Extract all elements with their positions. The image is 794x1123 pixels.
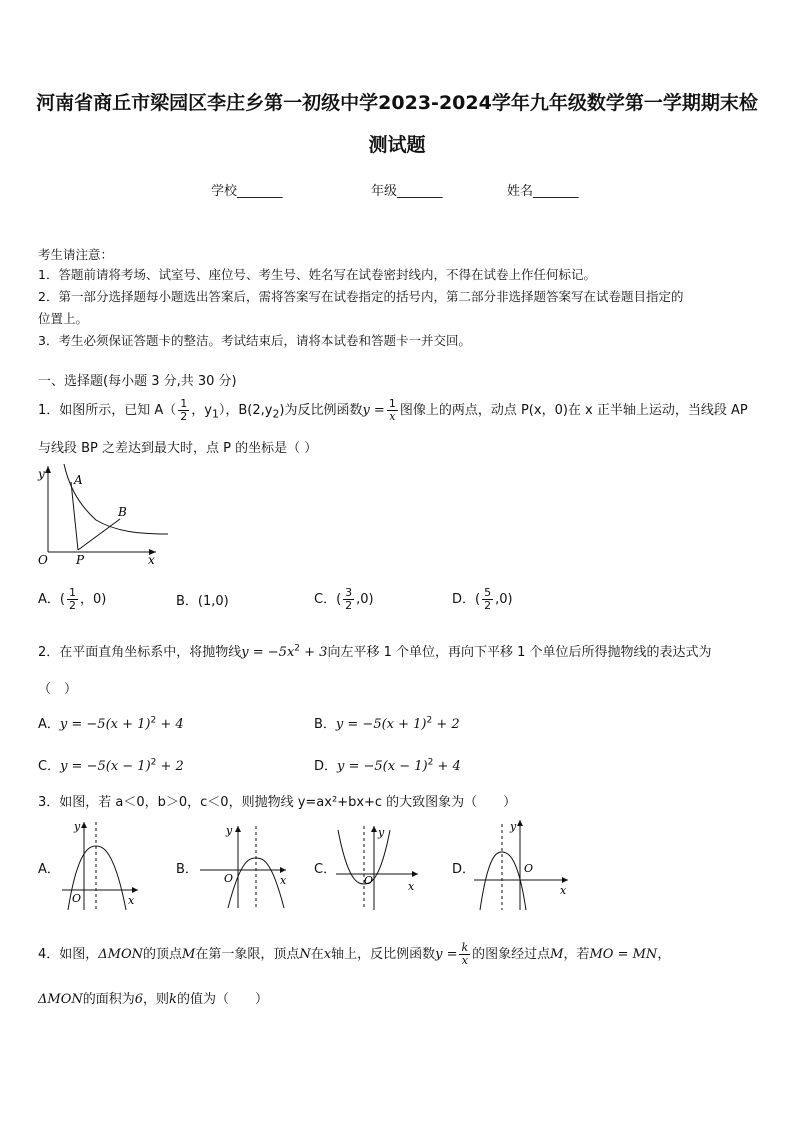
q3-option-b-label[interactable]: B． xyxy=(176,862,198,877)
section-heading: 一、选择题(每小题 3 分,共 30 分) xyxy=(38,374,237,389)
q3-option-c-graph[interactable] xyxy=(334,822,422,912)
fig-label-a: A xyxy=(74,473,83,487)
fraction: $\frac{1}{2}$ xyxy=(68,586,76,612)
q3-option-b-graph[interactable] xyxy=(198,822,290,910)
q3-option-d-graph[interactable] xyxy=(472,816,572,912)
fig-label-o: O xyxy=(38,553,48,567)
svg-text:O: O xyxy=(72,892,82,905)
question-1-line-1: 1．如图所示，已知 A（ $\frac{1}{2}$ ，$y_1$），$B(2,y_2)$为反比例函数y = $\frac{1}{x}$ 图像上的两点，动点 P(x，0)在 x 正半轴上运动，当线段 AP xyxy=(38,397,748,423)
fraction: $\frac{k}{x}$ xyxy=(461,941,469,967)
q3-option-a-label[interactable]: A． xyxy=(38,862,60,877)
q2-option-a[interactable]: A．$y = -5(x + 1)^2 + 4$ xyxy=(38,715,184,732)
q3-option-a-graph[interactable] xyxy=(60,818,142,913)
q3-option-d-label[interactable]: D． xyxy=(452,862,476,877)
note-item: 3．考生必须保证答题卡的整洁。考试结束后，请将本试卷和答题卡一并交回。 xyxy=(38,333,471,348)
q1-option-c[interactable]: C．( $\frac{3}{2}$ ,0) xyxy=(314,586,374,612)
q1-option-a[interactable]: A．( $\frac{1}{2}$ ，0) xyxy=(38,586,107,612)
svg-text:x: x xyxy=(560,884,567,897)
question-4-line-1: 4．如图，ΔMON的顶点M在第一象限，顶点N在x轴上，反比例函数y = $\frac{k}{x}$ 的图象经过点M，若MO = MN， xyxy=(38,941,671,967)
document-title-line-2: 测试题 xyxy=(368,134,426,156)
question-2-line-2: （ ） xyxy=(38,682,78,697)
question-2-line-1: 2．在平面直角坐标系中，将抛物线$y = -5x^2 + 3$向左平移 1 个单位，再向下平移 1 个单位后所得抛物线的表达式为 xyxy=(38,643,712,660)
svg-text:y: y xyxy=(510,820,517,833)
grade-field[interactable]: 年级_______ xyxy=(371,184,443,199)
fraction: $\frac{1}{2}$ xyxy=(180,397,188,423)
fig-label-x: x xyxy=(148,553,155,567)
question-1-figure xyxy=(36,462,171,567)
svg-text:y: y xyxy=(378,826,385,839)
q2-option-d[interactable]: D．$y = -5(x - 1)^2 + 4$ xyxy=(314,757,461,774)
name-field[interactable]: 姓名_______ xyxy=(507,184,579,199)
q2-option-c[interactable]: C．$y = -5(x - 1)^2 + 2$ xyxy=(38,757,184,774)
q1-option-d[interactable]: D．( $\frac{5}{2}$ ,0) xyxy=(452,586,513,612)
fig-label-b: B xyxy=(118,505,127,519)
note-item: 1．答题前请将考场、试室号、座位号、考生号、姓名写在试卷密封线内，不得在试卷上作任何标记。 xyxy=(38,267,596,282)
fraction: $\frac{1}{x}$ xyxy=(388,397,396,423)
svg-text:x: x xyxy=(408,880,415,893)
document-title-line-1: 河南省商丘市梁园区李庄乡第一初级中学2023-2024学年九年级数学第一学期期末检 xyxy=(36,92,758,114)
svg-text:O: O xyxy=(524,862,534,875)
question-4-line-2: ΔMON的面积为6，则k的值为（ ） xyxy=(38,992,268,1007)
svg-text:O: O xyxy=(364,874,374,887)
note-item: 2．第一部分选择题每小题选出答案后，需将答案写在试卷指定的括号内，第二部分非选择题答案写在试卷题目指定的 xyxy=(38,289,684,304)
svg-text:x: x xyxy=(280,874,287,887)
svg-text:y: y xyxy=(226,824,233,837)
school-field[interactable]: 学校_______ xyxy=(211,184,283,199)
svg-text:y: y xyxy=(74,820,81,833)
fraction: $\frac{5}{2}$ xyxy=(484,586,492,612)
note-item: 位置上。 xyxy=(38,311,89,326)
svg-text:x: x xyxy=(128,894,135,907)
notes-heading: 考生请注意： xyxy=(38,247,114,262)
question-1-line-2: 与线段 BP 之差达到最大时，点 P 的坐标是（ ） xyxy=(38,441,318,456)
q1-option-b[interactable]: B．(1,0) xyxy=(176,594,229,609)
fig-label-y: y xyxy=(38,467,45,481)
question-3-line-1: 3．如图，若 a＜0，b＞0，c＜0，则抛物线 y=ax²+bx+c 的大致图象为（ ） xyxy=(38,795,517,810)
q3-option-c-label[interactable]: C． xyxy=(314,862,337,877)
fig-label-p: P xyxy=(76,553,85,567)
fraction: $\frac{3}{2}$ xyxy=(345,586,353,612)
svg-text:O: O xyxy=(224,872,234,885)
q2-option-b[interactable]: B．$y = -5(x + 1)^2 + 2$ xyxy=(314,715,460,732)
